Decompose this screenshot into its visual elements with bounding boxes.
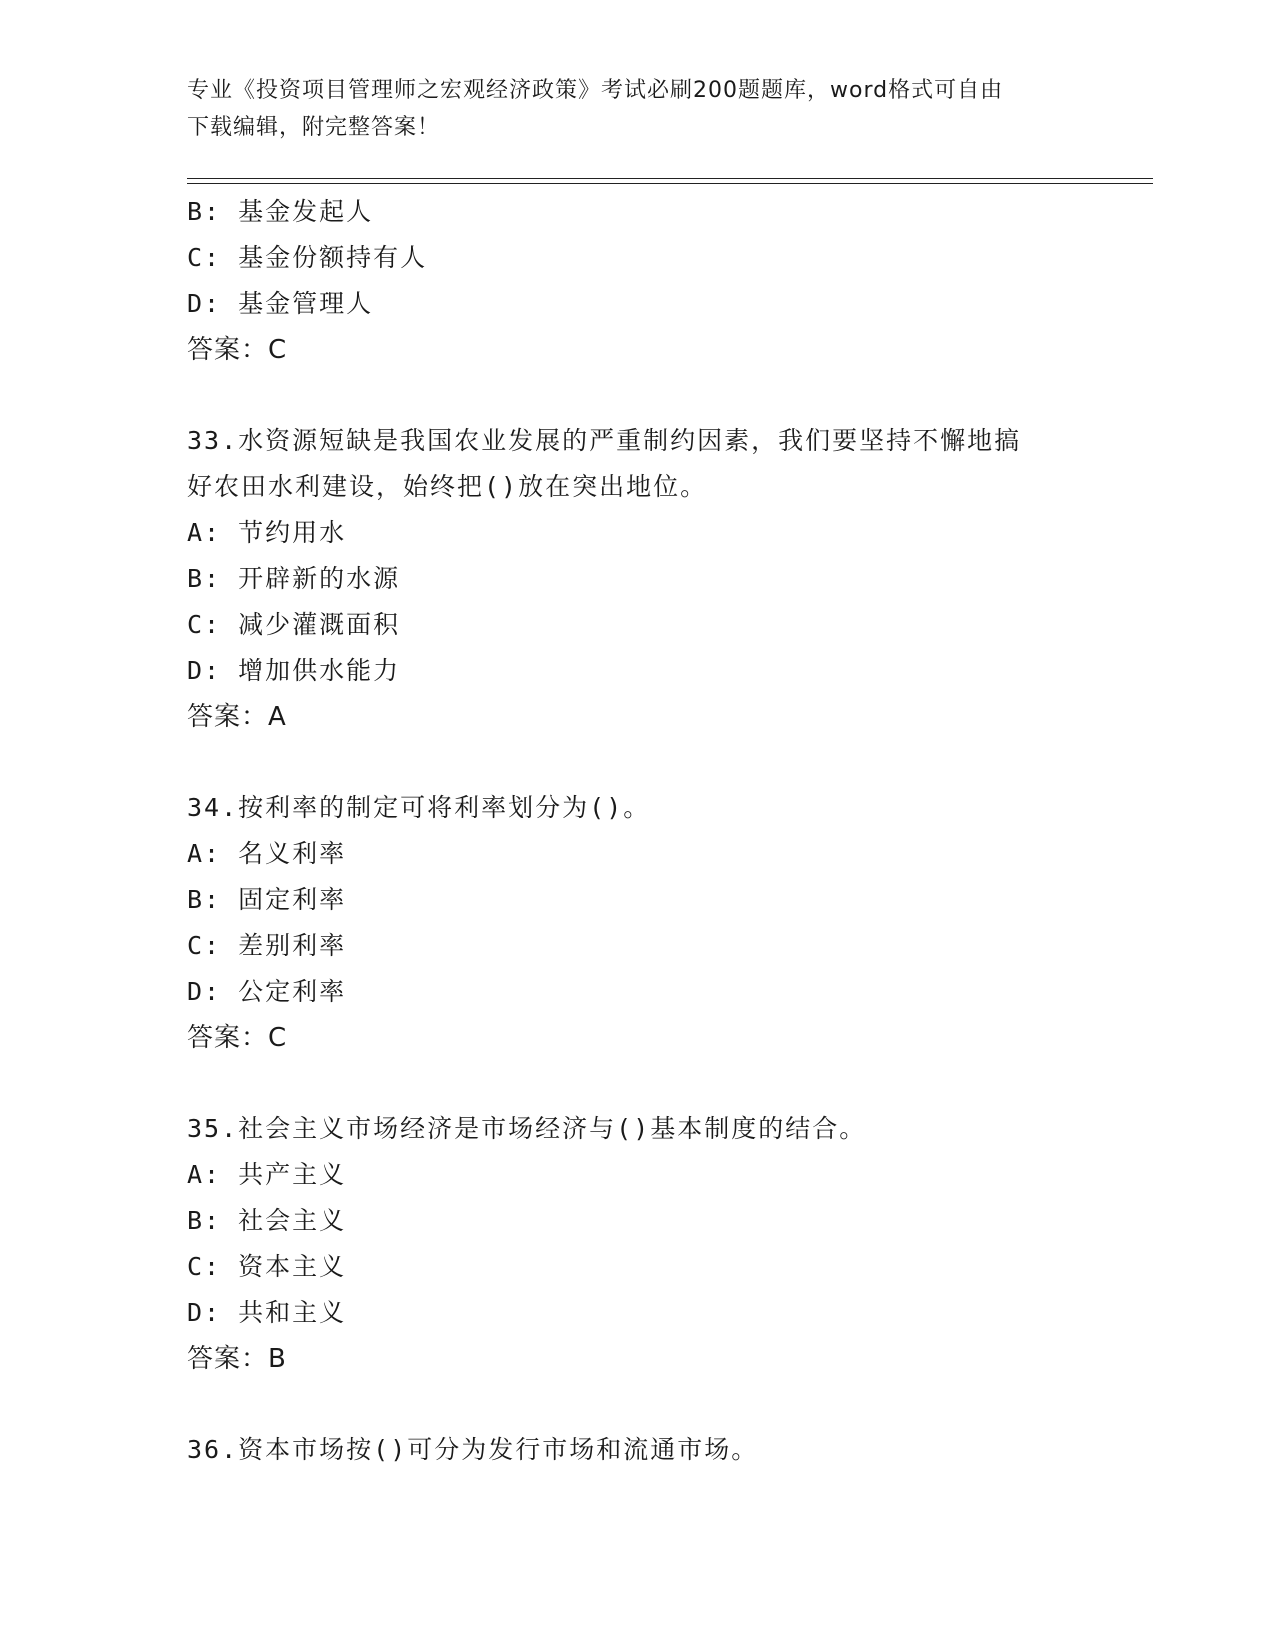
option-a: A: 共产主义: [187, 1160, 347, 1189]
spacer: [187, 1061, 1087, 1106]
option-d: D: 增加供水能力: [187, 656, 401, 685]
question-text-line-2: 好农田水利建设，始终把()放在突出地位。: [187, 472, 708, 501]
document-header: [187, 72, 1067, 146]
option-d: D: 基金管理人: [187, 289, 374, 318]
question-list: [187, 189, 1087, 1473]
question-text-line-1: 34.按利率的制定可将利率划分为()。: [187, 793, 651, 822]
answer-value: C: [268, 1023, 288, 1053]
option-c: C: 减少灌溉面积: [187, 610, 401, 639]
answer-label: 答案：: [187, 335, 269, 365]
question-36: [187, 1427, 1087, 1473]
answer-label: 答案：: [187, 1023, 269, 1053]
answer-line: [187, 1336, 1087, 1382]
answer-line: [187, 327, 1087, 373]
question-35: [187, 1106, 1087, 1382]
option-c: C: 资本主义: [187, 1252, 347, 1281]
answer-value: A: [268, 702, 287, 732]
spacer: [187, 373, 1087, 418]
option-d: D: 共和主义: [187, 1298, 347, 1327]
spacer: [187, 1382, 1087, 1427]
option-b: B: 基金发起人: [187, 197, 374, 226]
header-line-2: 下载编辑，附完整答案！: [187, 115, 441, 140]
option-a: A: 名义利率: [187, 839, 347, 868]
option-b: B: 社会主义: [187, 1206, 347, 1235]
header-rule-top: [187, 178, 1153, 179]
answer-label: 答案：: [187, 1344, 269, 1374]
question-text-line-1: 35.社会主义市场经济是市场经济与()基本制度的结合。: [187, 1114, 867, 1143]
header-rule-bottom: [187, 183, 1153, 184]
question-text-line-1: 36.资本市场按()可分为发行市场和流通市场。: [187, 1435, 759, 1464]
question-34: [187, 785, 1087, 1061]
option-c: C: 差别利率: [187, 931, 347, 960]
option-a: A: 节约用水: [187, 518, 347, 547]
answer-line: [187, 694, 1087, 740]
option-b: B: 固定利率: [187, 885, 347, 914]
option-d: D: 公定利率: [187, 977, 347, 1006]
question-33: [187, 418, 1087, 740]
question-text-line-1: 33.水资源短缺是我国农业发展的严重制约因素，我们要坚持不懈地搞: [187, 426, 1022, 455]
answer-label: 答案：: [187, 702, 269, 732]
answer-line: [187, 1015, 1087, 1061]
answer-value: B: [268, 1344, 287, 1374]
header-line-1: 专业《投资项目管理师之宏观经济政策》考试必刷200题题库，word格式可自由: [187, 78, 1004, 103]
option-c: C: 基金份额持有人: [187, 243, 428, 272]
spacer: [187, 740, 1087, 785]
question-32-continued: [187, 189, 1087, 373]
answer-value: C: [268, 335, 288, 365]
option-b: B: 开辟新的水源: [187, 564, 401, 593]
